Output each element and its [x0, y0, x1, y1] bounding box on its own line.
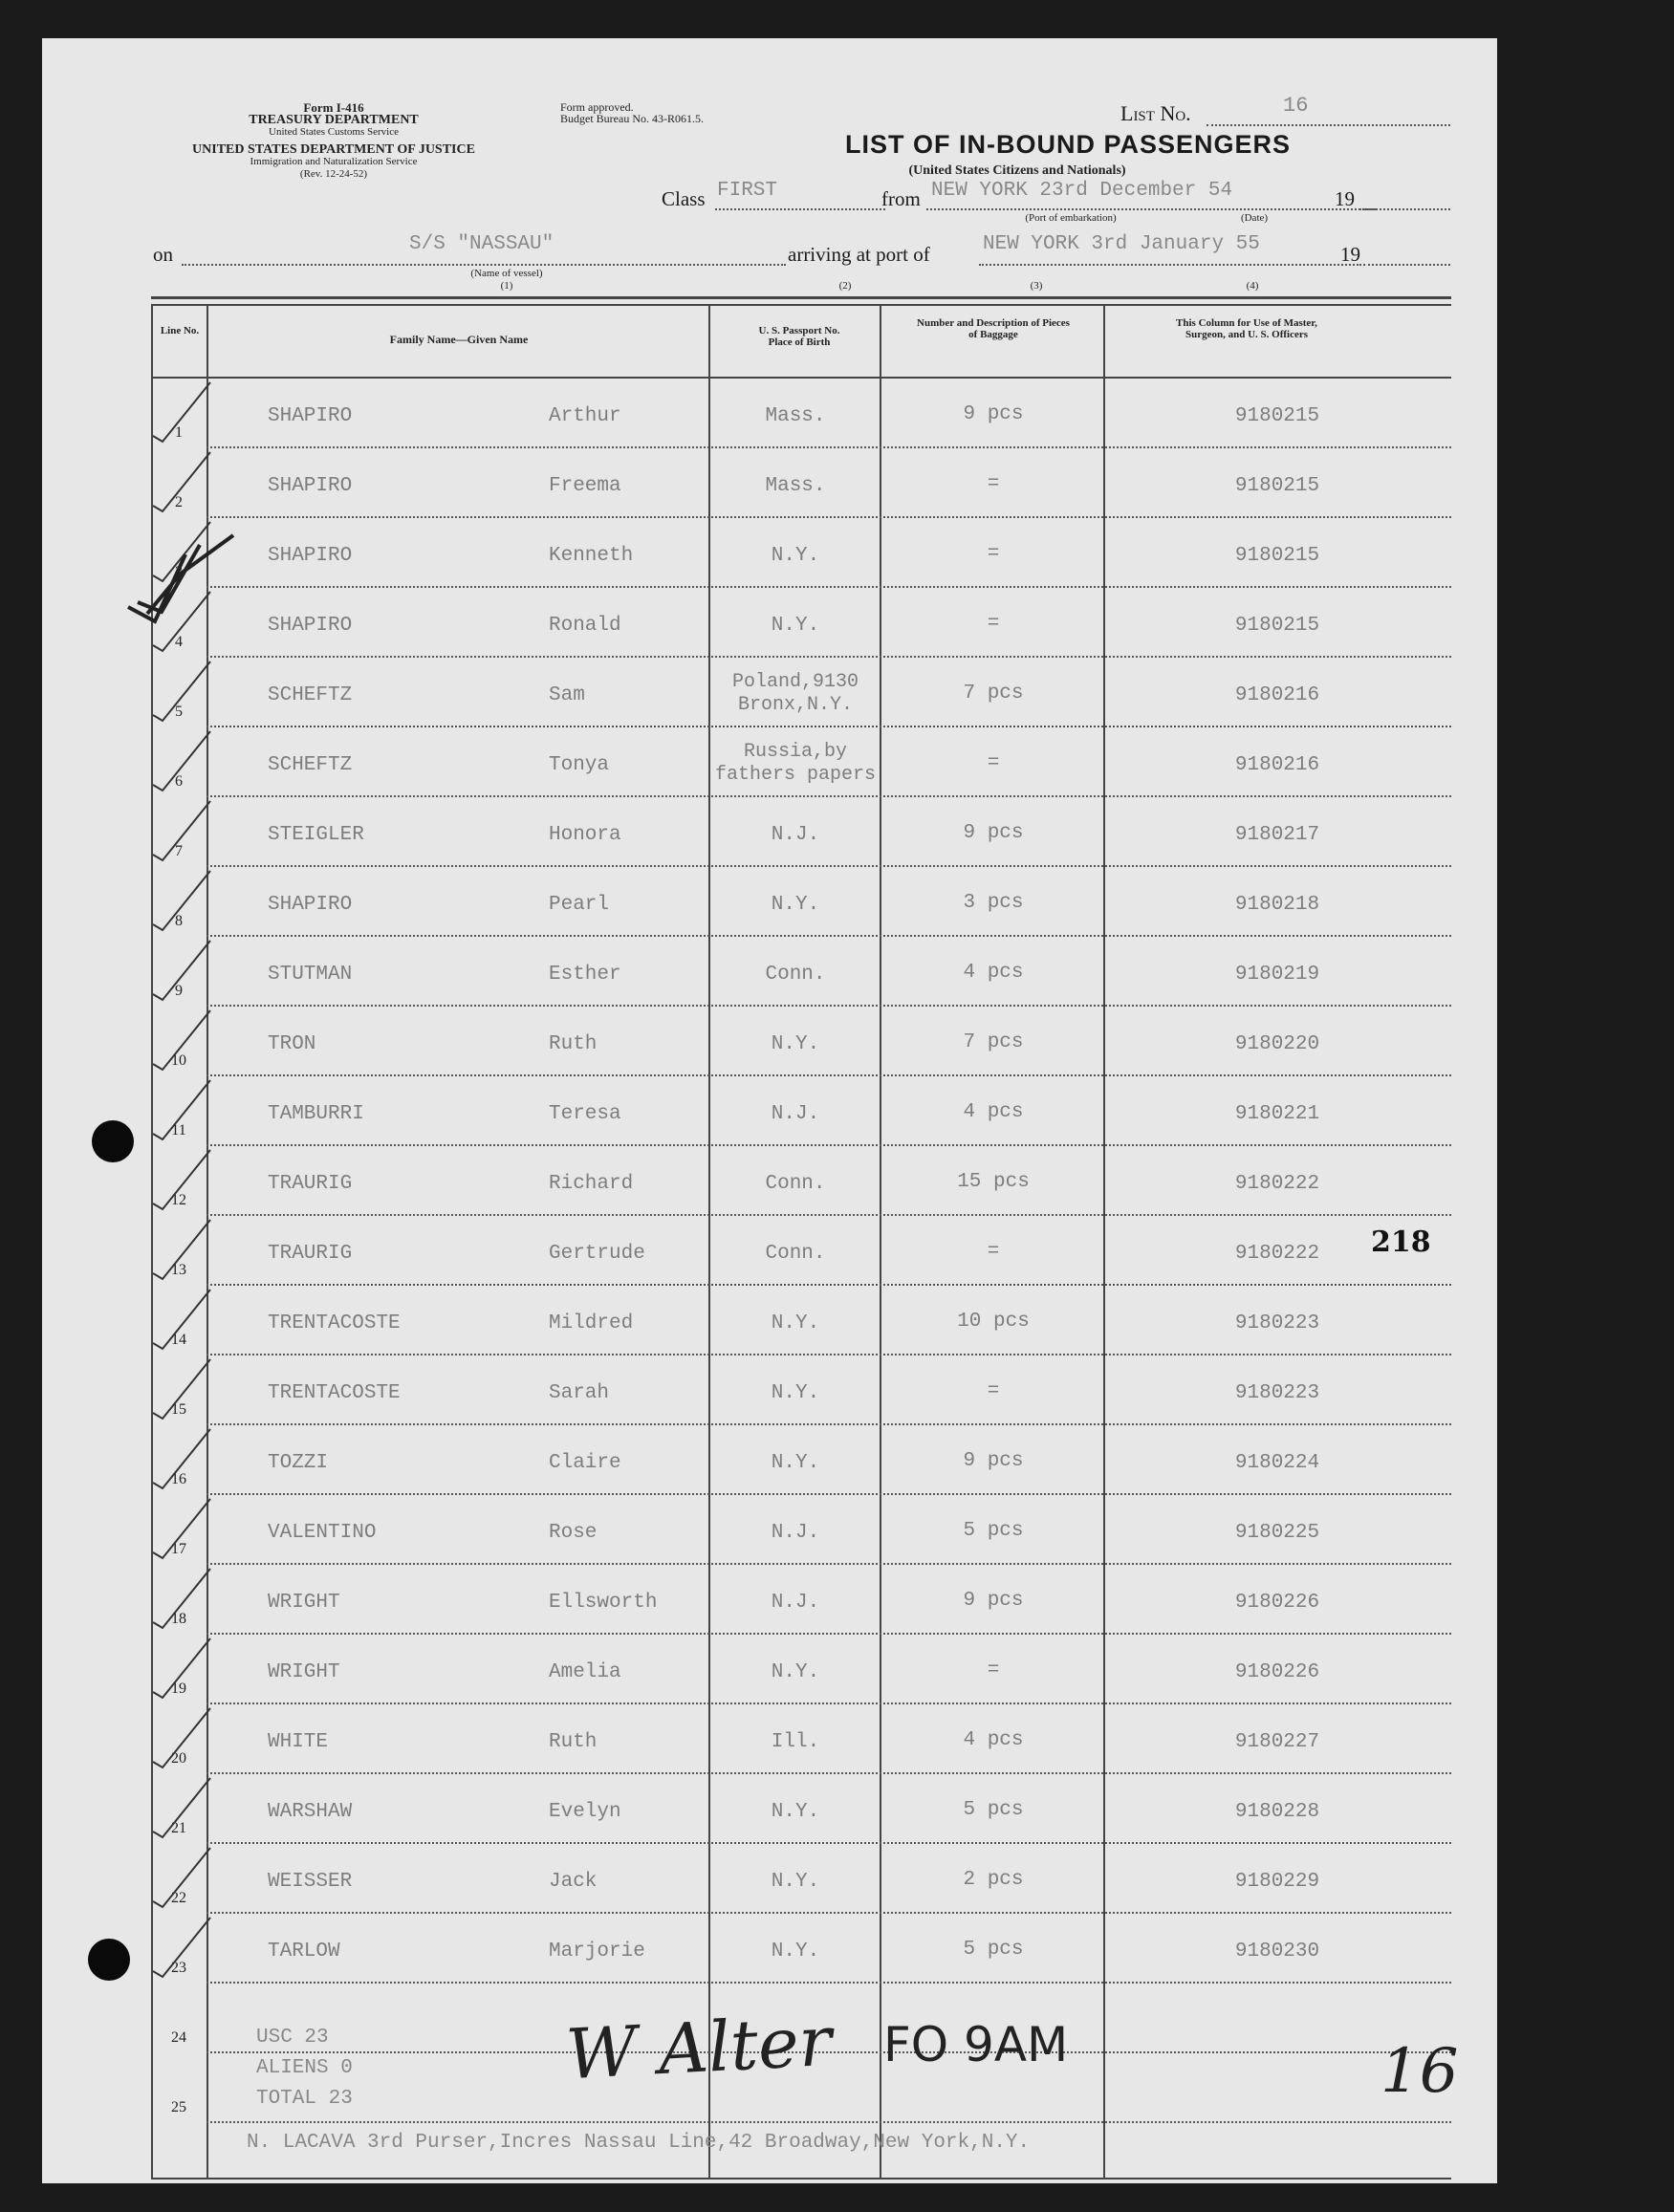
row-check-mark	[153, 382, 210, 442]
place-of-birth: Poland,9130 Bronx,N.Y.	[731, 671, 859, 716]
officer-code: 9180221	[1234, 1103, 1320, 1125]
class-value: FIRST	[717, 180, 778, 202]
family-name: TRENTACOSTE	[268, 1312, 401, 1334]
family-name: SCHEFTZ	[268, 684, 353, 706]
place-of-birth: Conn.	[765, 1173, 826, 1195]
row-check-mark	[153, 1638, 210, 1698]
row-number: 10	[171, 1052, 186, 1069]
place-of-birth: N.Y.	[771, 894, 820, 916]
port-embarkation-caption: (Port of embarkation)	[1025, 212, 1117, 224]
arrival-value: NEW YORK 3rd January 55	[983, 233, 1260, 255]
given-name: Tonya	[549, 754, 610, 776]
caption-4: (4)	[1246, 280, 1259, 292]
officer-code: 9180224	[1234, 1452, 1320, 1474]
baggage-pieces: 3 pcs	[963, 892, 1024, 914]
total-count: TOTAL 23	[256, 2088, 353, 2110]
row-number: 2	[175, 494, 183, 510]
baggage-pieces: =	[987, 473, 1000, 495]
year-prefix-2: 19	[1340, 243, 1360, 266]
given-name: Pearl	[549, 894, 610, 916]
baggage-pieces: 15 pcs	[957, 1171, 1030, 1193]
family-name: WHITE	[268, 1731, 329, 1753]
document-sheet	[42, 38, 1497, 2183]
row-number: 6	[175, 773, 183, 790]
place-of-birth: N.Y.	[771, 545, 820, 567]
officer-code: 9180220	[1234, 1033, 1320, 1055]
row-check-mark	[153, 1569, 210, 1628]
row-number: 23	[171, 1960, 186, 1976]
class-label: Class	[662, 187, 706, 210]
family-name: TOZZI	[268, 1452, 329, 1474]
officer-code: 9180227	[1234, 1731, 1320, 1753]
row-check-mark	[153, 1080, 210, 1139]
given-name: Mildred	[549, 1312, 634, 1334]
officer-code: 9180215	[1234, 475, 1320, 497]
bottom-list-number: 16	[1381, 2036, 1459, 2107]
family-name: WEISSER	[268, 1871, 353, 1893]
caption-1: (1)	[500, 280, 513, 292]
baggage-pieces: 7 pcs	[963, 1031, 1024, 1053]
place-of-birth: N.Y.	[771, 615, 820, 637]
baggage-pieces: 9 pcs	[963, 822, 1024, 844]
officer-code: 9180219	[1234, 964, 1320, 986]
page-subtitle: (United States Citizens and Nationals)	[908, 163, 1126, 178]
family-name: WRIGHT	[268, 1661, 340, 1683]
baggage-pieces: =	[987, 752, 1000, 774]
officer-code: 9180216	[1234, 684, 1320, 706]
row-check-mark	[153, 1150, 210, 1209]
officer-code: 9180229	[1234, 1871, 1320, 1893]
given-name: Sarah	[549, 1382, 610, 1404]
given-name: Evelyn	[549, 1801, 621, 1823]
row-number: 11	[171, 1122, 186, 1139]
officer-code: 9180225	[1234, 1522, 1320, 1544]
total-aliens: ALIENS 0	[256, 2057, 353, 2079]
baggage-pieces: =	[987, 1380, 1000, 1402]
family-name: STEIGLER	[268, 824, 364, 846]
heavy-check-mark	[128, 535, 233, 621]
baggage-pieces: 5 pcs	[963, 1799, 1024, 1821]
family-name: SHAPIRO	[268, 475, 353, 497]
baggage-pieces: 10 pcs	[957, 1311, 1030, 1333]
budget-bureau: Budget Bureau No. 43-R061.5.	[560, 112, 704, 125]
given-name: Honora	[549, 824, 621, 846]
baggage-pieces: =	[987, 1659, 1000, 1681]
place-of-birth: N.Y.	[771, 1382, 820, 1404]
given-name: Ellsworth	[549, 1592, 658, 1614]
given-name: Ruth	[549, 1033, 598, 1055]
form-approved: Form approved.	[560, 100, 634, 114]
signature: W Alter	[563, 2000, 834, 2095]
total-usc: USC 23	[256, 2027, 329, 2049]
given-name: Esther	[549, 964, 621, 986]
row-check-mark	[153, 592, 210, 651]
officer-code: 9180215	[1234, 405, 1320, 427]
row-check-mark	[153, 1290, 210, 1349]
row-number: 25	[171, 2099, 186, 2115]
officer-code: 9180222	[1234, 1243, 1320, 1265]
row-number: 21	[171, 1820, 186, 1836]
given-name: Claire	[549, 1452, 621, 1474]
row-number: 16	[171, 1471, 186, 1487]
place-of-birth: N.J.	[771, 824, 820, 846]
family-name: TAMBURRI	[268, 1103, 364, 1125]
baggage-pieces: 9 pcs	[963, 1590, 1024, 1612]
row-check-mark	[153, 1499, 210, 1558]
row-number: 18	[171, 1611, 186, 1627]
place-of-birth: Conn.	[765, 964, 826, 986]
justice-dept: UNITED STATES DEPARTMENT OF JUSTICE	[192, 142, 475, 157]
officer-code: 9180222	[1234, 1173, 1320, 1195]
row-number: 4	[175, 634, 183, 650]
revision: (Rev. 12-24-52)	[299, 168, 368, 180]
col-header-passport: U. S. Passport No. Place of Birth	[758, 325, 840, 348]
row-number: 12	[171, 1192, 186, 1208]
family-name: SHAPIRO	[268, 894, 353, 916]
family-name: SHAPIRO	[268, 405, 353, 427]
row-check-mark	[153, 1708, 210, 1767]
row-number: 3	[175, 564, 183, 580]
place-of-birth: Mass.	[765, 405, 826, 427]
given-name: Gertrude	[549, 1243, 645, 1265]
date-caption: (Date)	[1240, 212, 1269, 224]
family-name: SHAPIRO	[268, 615, 353, 637]
from-label: from	[881, 187, 921, 210]
row-check-mark	[153, 1359, 210, 1419]
given-name: Freema	[549, 475, 621, 497]
caption-3: (3)	[1030, 280, 1043, 292]
family-name: TRENTACOSTE	[268, 1382, 401, 1404]
baggage-pieces: 4 pcs	[963, 1729, 1024, 1751]
year-prefix-1: 19	[1335, 187, 1355, 210]
row-number: 17	[171, 1541, 186, 1557]
officer-code: 9180217	[1234, 824, 1320, 846]
col-header-name: Family Name—Given Name	[389, 333, 529, 346]
row-number: 22	[171, 1890, 186, 1906]
baggage-pieces: 7 pcs	[963, 683, 1024, 705]
given-name: Ruth	[549, 1731, 598, 1753]
place-of-birth: Conn.	[765, 1243, 826, 1265]
officer-code: 9180230	[1234, 1941, 1320, 1963]
given-name: Arthur	[549, 405, 621, 427]
given-name: Ronald	[549, 615, 621, 637]
place-of-birth: Ill.	[771, 1731, 820, 1753]
officer-code: 9180223	[1234, 1382, 1320, 1404]
binder-hole-lower	[88, 1939, 130, 1981]
baggage-pieces: 5 pcs	[963, 1939, 1024, 1961]
officer-code: 9180215	[1234, 615, 1320, 637]
place-of-birth: N.Y.	[771, 1871, 820, 1893]
row-check-mark	[153, 731, 210, 791]
baggage-pieces: 2 pcs	[963, 1869, 1024, 1891]
baggage-pieces: =	[987, 1241, 1000, 1263]
place-of-birth: N.Y.	[771, 1661, 820, 1683]
list-no-value: 16	[1283, 94, 1309, 118]
row-number: 5	[175, 704, 183, 720]
officer-code: 9180223	[1234, 1312, 1320, 1334]
caption-2: (2)	[838, 280, 852, 292]
given-name: Marjorie	[549, 1941, 645, 1963]
customs-service: United States Customs Service	[269, 126, 399, 138]
baggage-pieces: 9 pcs	[963, 403, 1024, 425]
given-name: Kenneth	[549, 545, 634, 567]
baggage-pieces: 9 pcs	[963, 1450, 1024, 1472]
vessel-value: S/S "NASSAU"	[409, 233, 554, 255]
family-name: SCHEFTZ	[268, 754, 353, 776]
col-header-line: Line No.	[160, 325, 200, 336]
place-of-birth: N.Y.	[771, 1801, 820, 1823]
from-value: NEW YORK 23rd December 54	[931, 180, 1233, 202]
place-of-birth: Mass.	[765, 475, 826, 497]
row-check-mark	[153, 452, 210, 511]
family-name: TRAURIG	[268, 1173, 353, 1195]
given-name: Rose	[549, 1522, 598, 1544]
row-check-mark	[153, 801, 210, 860]
arriving-label: arriving at port of	[788, 243, 930, 266]
form-number: Form I-416	[303, 100, 364, 115]
col-header-baggage: Number and Description of Pieces of Baggage	[917, 317, 1070, 340]
row-check-mark	[153, 1429, 210, 1488]
given-name: Richard	[549, 1173, 634, 1195]
officer-code: 9180226	[1234, 1661, 1320, 1683]
family-name: TRAURIG	[268, 1243, 353, 1265]
time-note: FO 9AM	[883, 2017, 1069, 2072]
place-of-birth: N.Y.	[771, 1312, 820, 1334]
row-number: 15	[171, 1401, 186, 1418]
vessel-caption: (Name of vessel)	[470, 268, 543, 279]
row-check-mark	[153, 1778, 210, 1837]
place-of-birth: N.Y.	[771, 1033, 820, 1055]
ins-service: Immigration and Naturalization Service	[250, 156, 418, 167]
row-check-mark	[153, 1848, 210, 1907]
place-of-birth: Russia,by fathers papers	[714, 741, 877, 786]
baggage-pieces: 5 pcs	[963, 1520, 1024, 1542]
given-name: Amelia	[549, 1661, 621, 1683]
row-check-mark	[153, 1010, 210, 1070]
family-name: WRIGHT	[268, 1592, 340, 1614]
family-name: STUTMAN	[268, 964, 353, 986]
purser-line: N. LACAVA 3rd Purser,Incres Nassau Line,42 Broadway,New York,N.Y.	[247, 2132, 1031, 2154]
row-check-mark	[153, 941, 210, 1000]
family-name: TRON	[268, 1033, 316, 1055]
row-number: 1	[175, 424, 183, 441]
family-name: WARSHAW	[268, 1801, 353, 1823]
place-of-birth: N.J.	[771, 1522, 820, 1544]
row-check-mark	[153, 1220, 210, 1279]
baggage-pieces: =	[987, 613, 1000, 635]
row-number: 13	[171, 1262, 186, 1278]
place-of-birth: N.Y.	[771, 1941, 820, 1963]
family-name: TARLOW	[268, 1941, 340, 1963]
page-title: LIST OF IN-BOUND PASSENGERS	[845, 130, 1292, 159]
given-name: Teresa	[549, 1103, 621, 1125]
row-number: 8	[175, 913, 183, 929]
col-header-officers: This Column for Use of Master, Surgeon, and U. S. Officers	[1176, 317, 1317, 340]
row-number: 14	[171, 1332, 186, 1348]
family-name: VALENTINO	[268, 1522, 377, 1544]
side-page-number: 218	[1371, 1225, 1431, 1259]
row-number: 19	[171, 1681, 186, 1697]
row-number: 9	[175, 983, 183, 999]
list-no-label: List No.	[1120, 101, 1191, 125]
baggage-pieces: 4 pcs	[963, 1101, 1024, 1123]
row-number: 7	[175, 843, 183, 859]
row-check-mark	[153, 1918, 210, 1977]
officer-code: 9180228	[1234, 1801, 1320, 1823]
binder-hole-upper	[92, 1120, 134, 1162]
row-number: 20	[171, 1750, 186, 1767]
treasury-dept: TREASURY DEPARTMENT	[249, 113, 419, 127]
row-check-mark	[153, 661, 210, 721]
officer-code: 9180226	[1234, 1592, 1320, 1614]
given-name: Sam	[549, 684, 585, 706]
row-check-mark	[153, 871, 210, 930]
officer-code: 9180215	[1234, 545, 1320, 567]
place-of-birth: N.Y.	[771, 1452, 820, 1474]
place-of-birth: N.J.	[771, 1592, 820, 1614]
baggage-pieces: 4 pcs	[963, 962, 1024, 984]
family-name: SHAPIRO	[268, 545, 353, 567]
row-number: 24	[171, 2029, 186, 2046]
check-marks	[42, 38, 1497, 2183]
on-label: on	[153, 243, 173, 266]
officer-code: 9180218	[1234, 894, 1320, 916]
baggage-pieces: =	[987, 543, 1000, 565]
officer-code: 9180216	[1234, 754, 1320, 776]
given-name: Jack	[549, 1871, 598, 1893]
place-of-birth: N.J.	[771, 1103, 820, 1125]
